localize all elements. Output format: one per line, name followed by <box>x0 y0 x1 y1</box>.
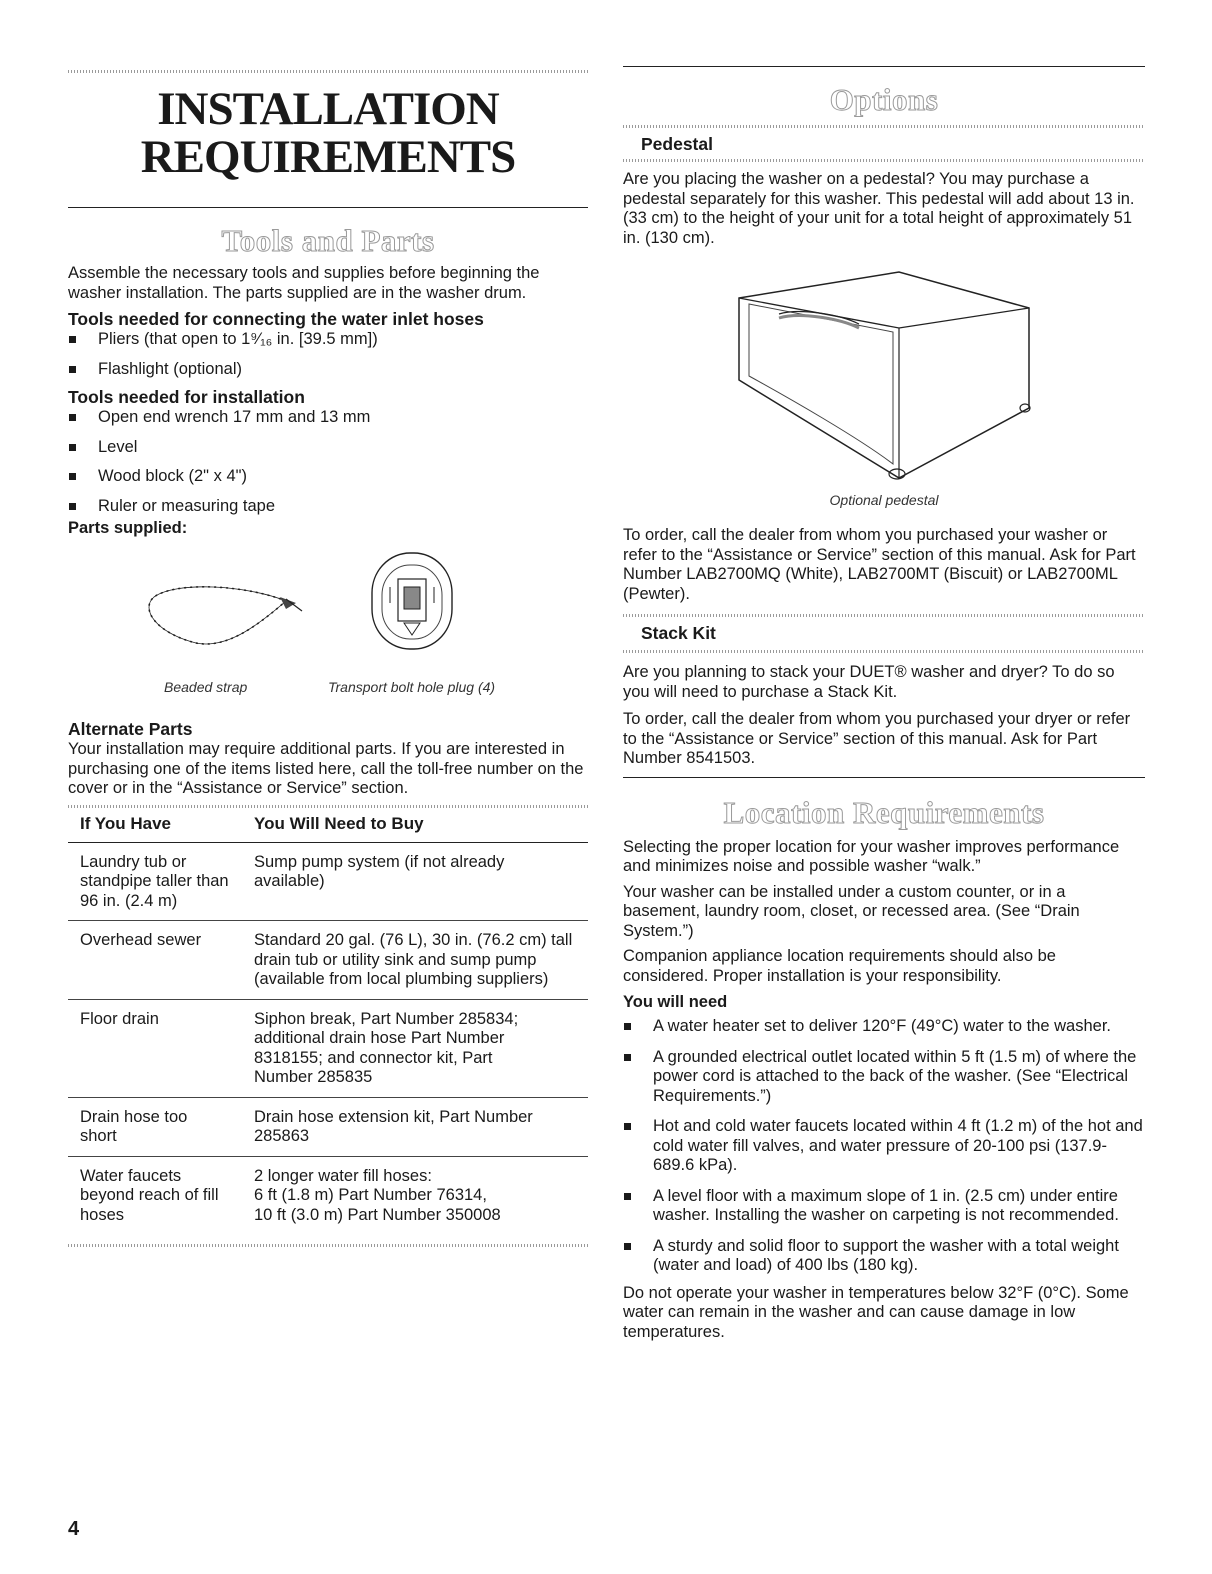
page-title <box>68 85 588 181</box>
section-rule <box>68 207 588 208</box>
location-closing-text: Do not operate your washer in temperatures below 32°F (0°C). Some water can remain in the washer and can cause damage in low temperatures. <box>623 1283 1129 1341</box>
location-top-rule <box>623 777 1145 778</box>
list-item: Wood block (2" x 4") <box>68 467 588 487</box>
parts-captions <box>68 679 588 699</box>
parts-supplied-heading: Parts supplied: <box>68 519 188 537</box>
pedestal-text: Are you placing the washer on a pedestal? You may purchase a pedestal separately for this washer. This pedestal will add about 13 in. (33 cm) to the height of your unit for a total height of approximately 51 in. (130 cm). <box>623 170 1135 247</box>
stack-dotted-rule-bottom <box>623 650 1145 653</box>
you-will-need-list <box>623 1017 1145 1276</box>
list-item: Level <box>68 438 588 458</box>
options-top-rule <box>623 66 1145 67</box>
list-item: A sturdy and solid floor to support the washer with a total weight (water and load) of 400 lbs (180 kg). <box>623 1237 1145 1276</box>
table-cell: Sump pump system (if not already available) <box>254 842 588 921</box>
table-row <box>68 1097 588 1156</box>
beaded-strap-illustration <box>136 577 316 657</box>
title-line-2: REQUIREMENTS <box>140 131 516 183</box>
stack-kit-heading: Stack Kit <box>641 623 716 643</box>
right-column <box>623 0 1145 1342</box>
alternate-parts-heading: Alternate Parts <box>68 719 193 739</box>
location-paragraph-3: Companion appliance location requirements should also be considered. Proper installation is your responsibility. <box>623 947 1056 985</box>
options-heading: Options <box>829 82 939 117</box>
table-cell: Standard 20 gal. (76 L), 30 in. (76.2 cm) tall drain tub or utility sink and sump pump (available from local plumbing suppliers) <box>254 921 588 1000</box>
left-column <box>68 0 588 1247</box>
table-row <box>68 842 588 921</box>
you-will-need-heading: You will need <box>623 993 728 1011</box>
table-cell: 2 longer water fill hoses: 6 ft (1.8 m) Part Number 76314, 10 ft (3.0 m) Part Number 350008 <box>254 1166 501 1224</box>
table-cell: Drain hose too short <box>68 1097 254 1156</box>
list-item: A level floor with a maximum slope of 1 in. (2.5 cm) under entire washer. Installing the washer on carpeting is not recommended. <box>623 1187 1145 1226</box>
location-requirements-heading: Location Requirements <box>723 794 1045 830</box>
table-cell: Overhead sewer <box>68 921 254 1000</box>
list-item: Open end wrench 17 mm and 13 mm <box>68 408 588 428</box>
bolt-hole-plug-caption: Transport bolt hole plug (4) <box>328 679 496 695</box>
table-cell: Floor drain <box>68 999 254 1097</box>
install-tools-list <box>68 408 588 516</box>
install-tools-heading: Tools needed for installation <box>68 387 305 407</box>
list-item: Ruler or measuring tape <box>68 497 588 517</box>
hoses-tools-heading: Tools needed for connecting the water inlet hoses <box>68 309 484 329</box>
list-item: Flashlight (optional) <box>68 360 588 380</box>
table-row <box>68 1156 588 1234</box>
table-row <box>68 921 588 1000</box>
pedestal-illustration <box>729 268 1039 488</box>
pedestal-caption-wrap <box>623 492 1145 510</box>
list-item: A water heater set to deliver 120°F (49°C) water to the washer. <box>623 1017 1145 1037</box>
pedestal-heading: Pedestal <box>641 134 713 154</box>
top-dotted-rule <box>68 70 588 73</box>
column-header-if-you-have: If You Have <box>68 808 254 843</box>
hoses-tools-list <box>68 330 588 379</box>
stack-dotted-rule-top <box>623 614 1145 617</box>
page-number: 4 <box>68 1518 80 1540</box>
stack-kit-text-2: To order, call the dealer from whom you purchased your dryer or refer to the “Assistance or Service” section of this manual. Ask for Part Number 8541503. <box>623 710 1131 767</box>
tools-intro: Assemble the necessary tools and supplies before beginning the washer installation. The parts supplied are in the washer drum. <box>68 264 540 302</box>
options-dotted-rule <box>623 125 1145 128</box>
stack-kit-text-1: Are you planning to stack your DUET® washer and dryer? To do so you will need to purchase a Stack Kit. <box>623 663 1115 701</box>
pedestal-dotted-rule <box>623 159 1145 162</box>
alternate-parts-table <box>68 808 588 1235</box>
table-cell: Water faucets beyond reach of fill hoses <box>80 1166 219 1224</box>
column-header-need-to-buy: You Will Need to Buy <box>254 808 588 843</box>
list-item: Hot and cold water faucets located within 4 ft (1.2 m) of the hot and cold water fill valves, and water pressure of 20-100 psi (137.9-689.6 kPa). <box>623 1117 1145 1176</box>
pedestal-order-text: To order, call the dealer from whom you purchased your washer or refer to the “Assistance or Service” section of this manual. Ask for Part Number LAB2700MQ (White), LAB2700MT (Biscuit) or LAB2700ML (Pewter). <box>623 526 1136 603</box>
parts-illustrations <box>68 539 588 679</box>
tools-parts-heading: Tools and Parts <box>221 223 435 258</box>
table-bottom-rule <box>68 1244 588 1247</box>
pedestal-caption: Optional pedestal <box>829 492 939 508</box>
table-cell: Drain hose extension kit, Part Number 285863 <box>254 1097 588 1156</box>
location-paragraph-1: Selecting the proper location for your washer improves performance and minimizes noise and possible washer “walk.” <box>623 837 1120 875</box>
location-paragraph-2: Your washer can be installed under a custom counter, or in a basement, laundry room, closet, or recessed area. (See “Drain System.”) <box>623 882 1080 940</box>
title-line-1: INSTALLATION <box>157 83 499 135</box>
table-cell: Laundry tub or standpipe taller than 96 in. (2.4 m) <box>68 842 254 921</box>
bolt-hole-plug-illustration <box>368 543 458 655</box>
list-item: Pliers (that open to 1⁹⁄₁₆ in. [39.5 mm]) <box>68 330 588 350</box>
table-cell: Siphon break, Part Number 285834; additional drain hose Part Number 8318155; and connector kit, Part Number 285835 <box>254 999 588 1097</box>
list-item: A grounded electrical outlet located within 5 ft (1.5 m) of where the power cord is attached to the back of the washer. (See “Electrical Requirements.”) <box>623 1048 1145 1107</box>
alternate-parts-intro: Your installation may require additional parts. If you are interested in purchasing one of the items listed here, call the toll-free number on the cover or in the “Assistance or Service” section. <box>68 740 584 797</box>
table-header-row <box>68 808 588 843</box>
beaded-strap-caption: Beaded strap <box>164 679 248 695</box>
table-row <box>68 999 588 1097</box>
